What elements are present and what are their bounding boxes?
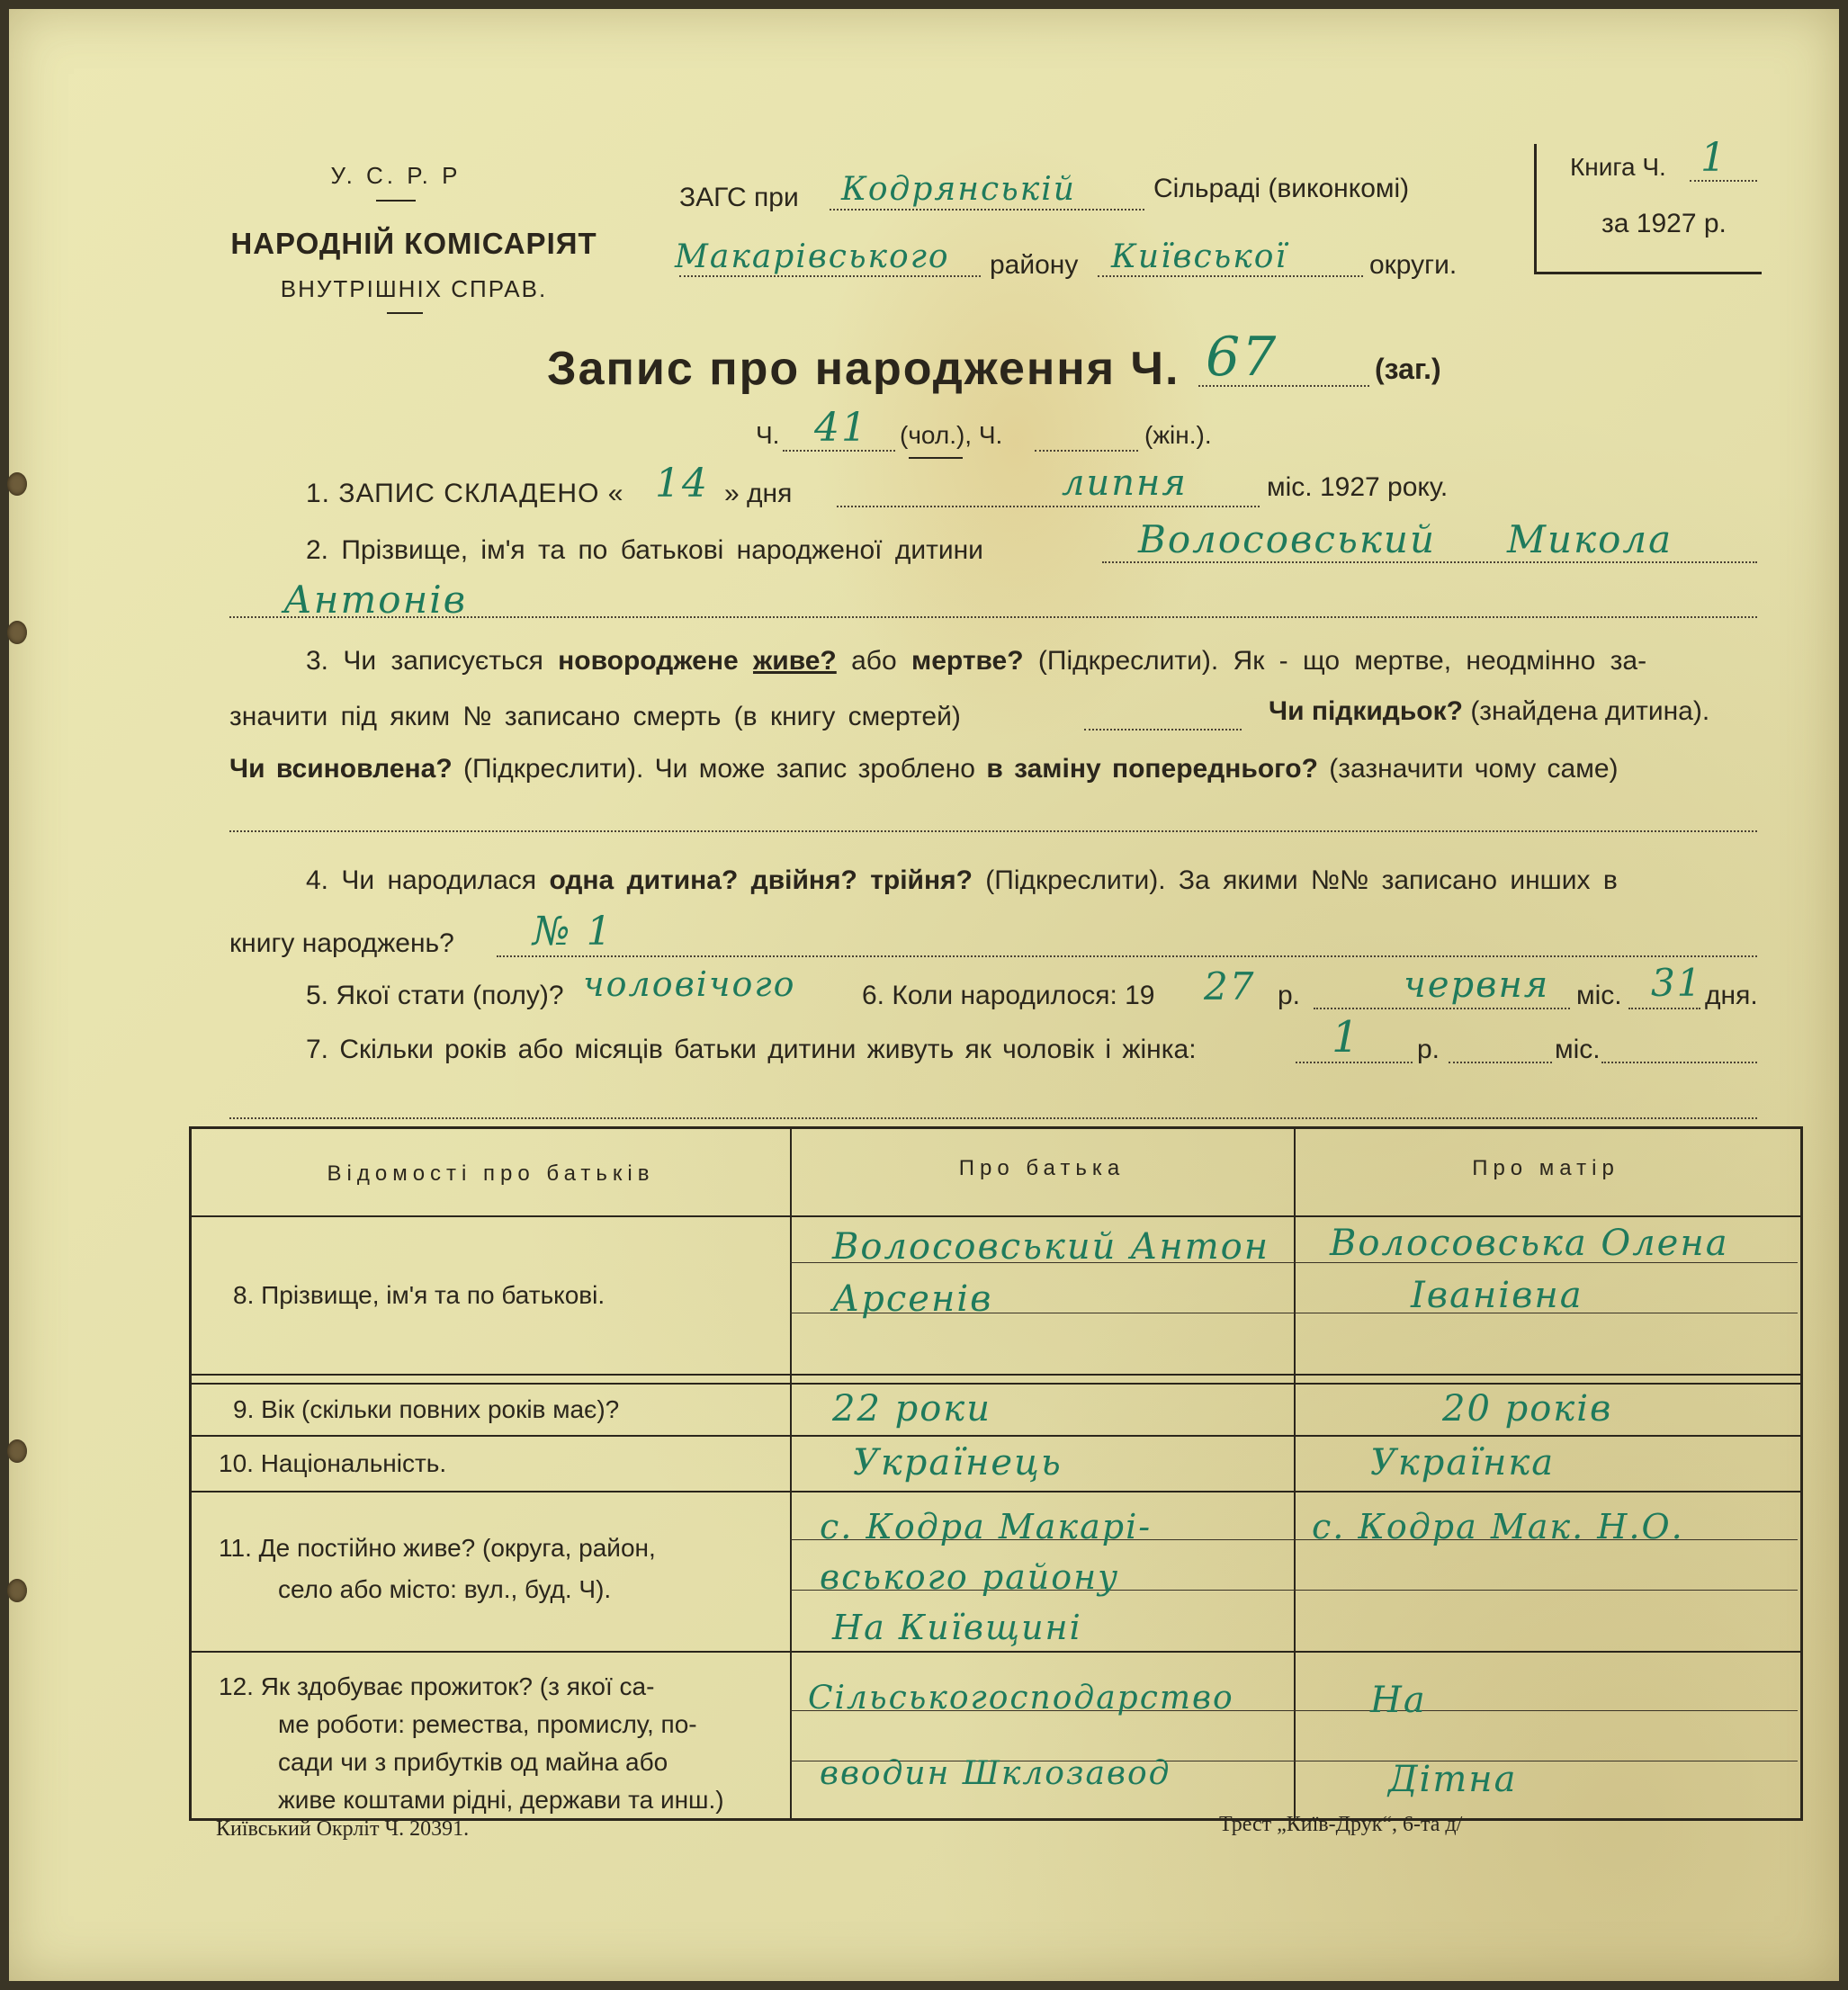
field5-handwritten: чоловічого xyxy=(583,964,796,1004)
ministry-subtitle: ВНУТРІШНІХ СПРАВ. xyxy=(280,275,548,302)
district-handwritten: Макарівського xyxy=(675,238,950,275)
text-bold: Чи підкидьок? xyxy=(1269,696,1463,726)
field6-day-handwritten: 31 xyxy=(1651,961,1703,1005)
row12-question-line1: 12. Як здобуває прожиток? (з якої са- xyxy=(219,1672,655,1700)
text: (зазначити чому саме) xyxy=(1329,754,1619,784)
field1-month-handwritten: липня xyxy=(1062,462,1188,504)
fill-line xyxy=(497,955,1757,957)
field7-handwritten: 1 xyxy=(1332,1012,1361,1062)
row12-question-line4: живе коштами рідні, держави та инш.) xyxy=(278,1786,724,1814)
document-page xyxy=(9,9,1839,1981)
fill-line xyxy=(229,1117,1757,1119)
punch-hole xyxy=(7,1439,27,1463)
footer-printer-right: Трест „Київ-Друк“, 6-та д/ xyxy=(1219,1813,1463,1836)
fill-line xyxy=(229,830,1757,832)
row12-question-line2: ме роботи: ремества, промислу, по- xyxy=(278,1710,697,1738)
row11-father-line2: вського району xyxy=(820,1557,1120,1597)
field6-r: р. xyxy=(1278,981,1301,1010)
fill-line xyxy=(837,506,1260,507)
book-number-handwritten: 1 xyxy=(1700,135,1727,181)
book-label: Книга Ч. xyxy=(1570,153,1666,181)
row12-father-line1: Сільськогосподарство xyxy=(808,1680,1234,1717)
male-label: (чол.), Ч. xyxy=(900,421,1003,449)
text-bold-underlined: живе? xyxy=(752,646,837,676)
fill-line xyxy=(1314,1008,1570,1009)
punch-hole xyxy=(7,621,27,644)
field3-line2b xyxy=(1269,696,1709,727)
fill-line xyxy=(1449,1062,1552,1063)
state-name: У. С. Р. Р xyxy=(330,162,462,189)
text: (Підкреслити). Чи може запис зроблено xyxy=(463,754,975,784)
row-divider xyxy=(192,1435,1800,1437)
row12-mother-line1: На xyxy=(1370,1680,1427,1721)
row-divider xyxy=(192,1651,1800,1653)
row11-question-line1: 11. Де постійно живе? (округа, район, xyxy=(219,1534,656,1562)
district-label: району xyxy=(990,250,1079,280)
field7-label: 7. Скільки років або місяців батьки дитини живуть як чоловік і жінка: xyxy=(306,1035,1197,1064)
zags-prefix: ЗАГС при xyxy=(679,183,799,212)
fill-line xyxy=(1084,729,1242,731)
field3-line2 xyxy=(229,702,961,732)
field6-month-handwritten: червня xyxy=(1404,964,1550,1006)
field2-surname-handwritten: Волосовський xyxy=(1138,517,1437,561)
footer-printer-left: Київський Окрліт Ч. 20391. xyxy=(216,1817,470,1841)
fill-line xyxy=(1628,1008,1700,1009)
row12-question-line3: сади чи з прибутків од майна або xyxy=(278,1748,668,1776)
row8-question: 8. Прізвище, ім'я та по батькові. xyxy=(233,1281,606,1309)
field7-r: р. xyxy=(1417,1035,1440,1064)
row9-question: 9. Вік (скільки повних років має)? xyxy=(233,1395,620,1423)
row8-mother-line2: Іванівна xyxy=(1411,1275,1583,1316)
row10-mother: Українка xyxy=(1370,1442,1556,1484)
field4-line1 xyxy=(306,865,1618,896)
text: 3. Чи записується xyxy=(306,646,543,676)
male-number-handwritten: 41 xyxy=(814,405,868,451)
row10-question: 10. Національність. xyxy=(219,1449,447,1477)
row11-father-line1: с. Кодра Макарі- xyxy=(820,1507,1153,1546)
fill-line xyxy=(830,209,1144,211)
field7-mis: міс. xyxy=(1555,1035,1601,1064)
divider xyxy=(387,312,423,314)
row9-mother: 20 років xyxy=(1442,1388,1613,1430)
row8-mother-line1: Волосовська Олена xyxy=(1330,1223,1729,1264)
column-divider xyxy=(790,1129,792,1818)
field6-dnya: дня. xyxy=(1705,981,1758,1010)
text-bold: мертве? xyxy=(911,646,1024,676)
text-bold: в заміну попереднього? xyxy=(986,754,1318,784)
row8-father-line1: Волосовський Антон xyxy=(832,1226,1270,1268)
parents-table xyxy=(189,1126,1803,1821)
row10-father: Українець xyxy=(853,1442,1063,1484)
table-header-info: Відомості про батьків xyxy=(327,1161,655,1186)
okruh-label: округи. xyxy=(1369,250,1458,280)
ministry-name: НАРОДНІЙ КОМІСАРІЯТ xyxy=(230,227,597,260)
zags-village-handwritten: Кодрянській xyxy=(841,171,1076,208)
title-suffix: (заг.) xyxy=(1375,353,1441,385)
table-header-father: Про батька xyxy=(958,1156,1126,1180)
fill-line xyxy=(229,616,1757,618)
fill-line xyxy=(783,450,895,452)
row11-mother-line1: с. Кодра Мак. Н.О. xyxy=(1312,1507,1684,1546)
field1-tail: міс. 1927 року. xyxy=(1267,472,1449,502)
field1-day-handwritten: 14 xyxy=(655,461,709,506)
field3-line1 xyxy=(306,646,1646,677)
row11-question-line2: село або місто: вул., буд. Ч). xyxy=(278,1575,612,1603)
field2-patronymic-handwritten: Антонів xyxy=(283,578,468,622)
field2-name-handwritten: Микола xyxy=(1507,517,1673,561)
text: (знайдена дитина). xyxy=(1470,696,1710,726)
row12-father-line2: вводин Шклозавод xyxy=(820,1755,1171,1792)
field6-mis: міс. xyxy=(1576,981,1622,1010)
text: (Підкреслити). За якими №№ записано инших в xyxy=(985,865,1618,895)
field3-line3 xyxy=(229,754,1619,784)
row8-father-line2: Арсенів xyxy=(832,1278,993,1320)
field6-label: 6. Коли народилося: 19 xyxy=(862,981,1155,1010)
text-bold: одна дитина? двійня? трійня? xyxy=(549,865,973,895)
underline xyxy=(909,457,963,459)
row12-mother-line2: Дітна xyxy=(1388,1759,1518,1800)
fill-line xyxy=(1098,275,1363,277)
field5-label: 5. Якої стати (полу)? xyxy=(306,981,564,1010)
field4-line2: книгу народжень? xyxy=(229,928,454,958)
row-divider xyxy=(192,1215,1800,1217)
row-divider xyxy=(192,1374,1800,1376)
text-bold: новороджене xyxy=(558,646,739,676)
book-year: за 1927 р. xyxy=(1601,209,1727,238)
text: або xyxy=(851,646,897,676)
field4-handwritten: № 1 xyxy=(533,909,614,955)
record-number-handwritten: 67 xyxy=(1206,326,1278,389)
page-title: Запис про народження Ч. xyxy=(547,343,1180,395)
punch-hole xyxy=(7,1579,27,1602)
text-bold: Чи всиновлена? xyxy=(229,754,453,784)
fill-line xyxy=(1296,1062,1413,1063)
column-divider xyxy=(1294,1129,1296,1818)
field1-mid: » дня xyxy=(724,479,793,508)
field1-label: 1. ЗАПИС СКЛАДЕНО « xyxy=(306,479,624,508)
fill-line xyxy=(1690,180,1757,182)
fill-line xyxy=(1102,561,1757,563)
zags-suffix: Сільраді (виконкомі) xyxy=(1153,174,1410,203)
punch-hole xyxy=(7,472,27,496)
fill-line xyxy=(1198,385,1369,387)
fill-line xyxy=(679,275,981,277)
male-prefix: Ч. xyxy=(756,421,780,449)
text: (Підкреслити). Як - що мертве, неодмінно за- xyxy=(1037,646,1647,676)
row-divider xyxy=(192,1383,1800,1385)
fill-line xyxy=(1601,1062,1757,1063)
text: 4. Чи народилася xyxy=(306,865,537,895)
field6-year-handwritten: 27 xyxy=(1204,964,1256,1008)
row-divider xyxy=(192,1491,1800,1492)
text: значити під яким № записано смерть (в книгу смертей) xyxy=(229,702,961,731)
okruh-handwritten: Київської xyxy=(1111,238,1287,275)
row9-father: 22 роки xyxy=(832,1388,991,1430)
fill-line xyxy=(1035,450,1138,452)
row11-father-line3: На Київщині xyxy=(832,1608,1082,1647)
female-label: (жін.). xyxy=(1144,421,1212,449)
field2-label: 2. Прізвище, ім'я та по батькові народженої дитини xyxy=(306,535,983,565)
divider xyxy=(376,200,416,202)
table-header-mother: Про матір xyxy=(1472,1156,1619,1180)
